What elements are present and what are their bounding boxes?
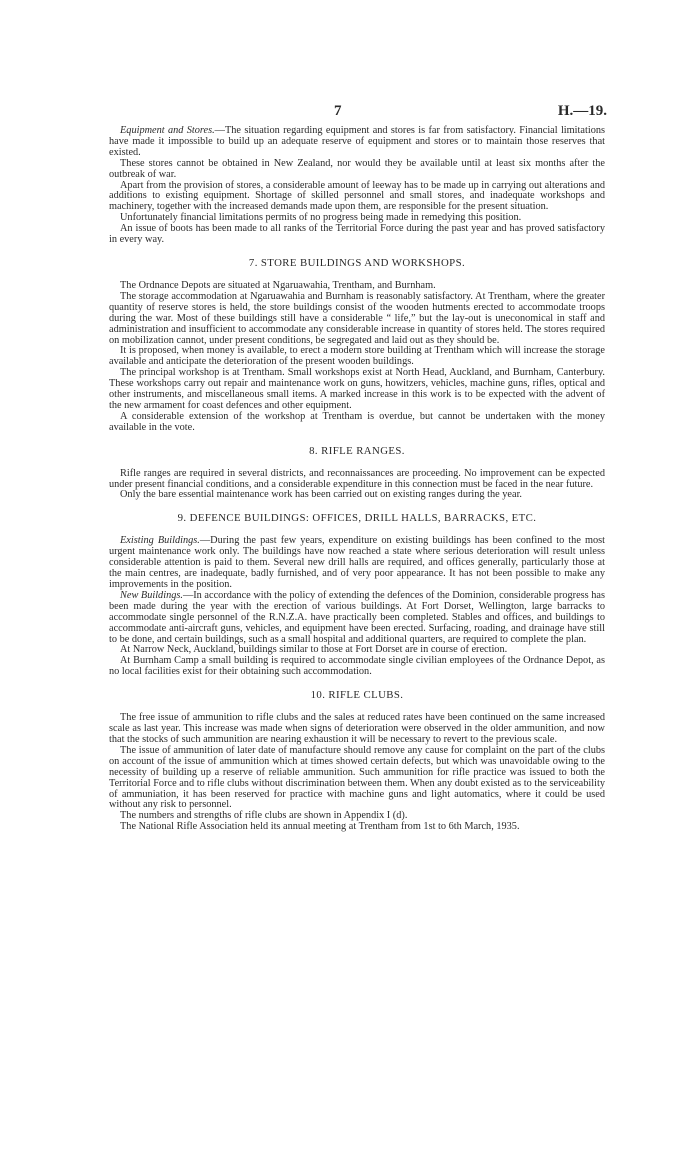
page-header: [109, 104, 605, 126]
paragraph-text: Only the bare essential maintenance work has been carried out on existing ranges during the year.: [120, 489, 523, 501]
paragraph: [109, 368, 605, 412]
paragraph: [109, 656, 605, 678]
section: [109, 126, 605, 246]
section: [109, 690, 605, 833]
section: [109, 513, 605, 678]
paragraph: [109, 181, 605, 214]
paragraph-text: The Ordnance Depots are situated at Ngaruawahia, Trentham, and Burnham.: [120, 279, 436, 291]
paragraph-text: —In accordance with the policy of extending the defences of the Dominion, considerable progress has been made during the year with the erection of various buildings. At Fort Dorset, Wellington, large barracks to accommodate single personnel of the R.N.Z.A. have practically been completed. Stables and offices, and buildings to accommodate anti-aircraft guns, vehicles, and equipment have been erected. Surfacing, roading, and drainage have still to be done, and certain buildings, such as a small hospital and additional quarters, are required to complete the plan.: [109, 589, 605, 645]
paragraph: [109, 536, 605, 591]
paragraph: [109, 591, 605, 646]
paragraph: [109, 292, 605, 347]
paragraph-text: —The situation regarding equipment and stores is far from satisfactory. Financial limitations have made it impossible to build up an adequate reserve of equipment and stores or to maintain those reserves that existed.: [109, 125, 605, 158]
document-id: H.—19.: [557, 103, 607, 119]
section-heading: 8. RIFLE RANGES.: [309, 444, 405, 457]
document-page: [109, 104, 605, 845]
paragraph: [109, 346, 605, 368]
paragraph-text: The numbers and strengths of rifle clubs are shown in Appendix I (d).: [120, 810, 408, 822]
paragraph-text: At Burnham Camp a small building is required to accommodate single civilian employees of the Ordnance Depot, as no local facilities exist for their obtaining such accommodation.: [109, 655, 605, 678]
paragraph-text: At Narrow Neck, Auckland, buildings similar to those at Fort Dorset are in course of erection.: [120, 644, 508, 656]
section-heading: 10. RIFLE CLUBS.: [310, 689, 404, 702]
paragraph-lead: Equipment and Stores.: [120, 125, 215, 136]
paragraph: [109, 822, 605, 833]
paragraph-text: The free issue of ammunition to rifle clubs and the sales at reduced rates have been continued on the same increased scale as last year. This increase was made when signs of deterioration were observed in the older ammunition, and now that the stocks of such ammunition are nearing exhaustion it will be necessary to revert to the previous scale.: [109, 712, 605, 745]
paragraph-text: The National Rifle Association held its annual meeting at Trentham from 1st to 6th March, 1935.: [120, 821, 520, 833]
paragraph-text: The storage accommodation at Ngaruawahia and Burnham is reasonably satisfactory. At Trentham, where the greater quantity of reserve stores is held, the store buildings consist of the wooden hutments erected to accommodate troops during the war. Most of these buildings still have a considerable “ life,” but the lay-out is uneconomical in staff and administration and insufficient to accommodate any considerable increase in quantity of stores held. The stores required on mobilization cannot, under present conditions, be segregated and laid out as they should be.: [109, 290, 605, 346]
paragraph: [109, 469, 605, 491]
paragraph: [109, 126, 605, 159]
paragraph-text: These stores cannot be obtained in New Zealand, nor would they be available until at least six months after the outbreak of war.: [109, 157, 605, 180]
paragraph: [109, 224, 605, 246]
paragraph: [109, 159, 605, 181]
paragraph-text: Unfortunately financial limitations permits of no progress being made in remedying this position.: [120, 212, 522, 224]
section: [109, 446, 605, 502]
paragraph: [109, 412, 605, 434]
paragraph-text: An issue of boots has been made to all ranks of the Territorial Force during the past year and has proved satisfactory in every way.: [109, 223, 605, 246]
paragraph-text: —During the past few years, expenditure on existing buildings has been confined to the most urgent maintenance work only. The buildings have now reached a state where serious deterioration will result unless considerable attention is paid to them. Several new drill halls are required, and offices generally, particularly those at the main centres, are inadequate, badly furnished, and of very poor appearance. It has not been possible to make any improvements in the position.: [109, 535, 605, 590]
paragraph: [109, 490, 605, 501]
paragraph: [109, 713, 605, 746]
paragraph-lead: New Buildings.: [120, 589, 183, 601]
page-number: 7: [334, 103, 342, 119]
paragraph-text: The issue of ammunition of later date of manufacture should remove any cause for complaint on the part of the clubs on account of the issue of ammunition which at times showed certain defects, but which was unavoidable owing to the necessity of building up a reserve of reliable ammunition. Such ammunition for rifle practice was issued to both the Territorial Force and to rifle clubs without discrimination between them. When any doubt existed as to the serviceability of ammuniation, it has been reserved for practice with machine guns and light automatics, where it could be used without any risk to personnel.: [109, 744, 605, 811]
paragraph-text: Apart from the provision of stores, a considerable amount of leeway has to be made up in carrying out alterations and additions to existing equipment. Shortage of skilled personnel and small stores, and inadequate workshops and machinery, together with the increased demands made upon them, are responsible for the present situation.: [109, 179, 605, 213]
paragraph-text: The principal workshop is at Trentham. Small workshops exist at North Head, Auckland, and Burnham, Canterbury. These workshops carry out repair and maintenance work on guns, howitzers, vehicles, machine guns, rifles, optical and other instruments, and miscellaneous small items. A marked increase in this work is to be expected with the advent of the new armament for coast defences and other equipment.: [109, 367, 605, 411]
paragraph-text: A considerable extension of the workshop at Trentham is overdue, but cannot be undertaken with the money available in the vote.: [109, 410, 605, 433]
document-body: [109, 126, 605, 833]
section-heading: 9. DEFENCE BUILDINGS: OFFICES, DRILL HALLS, BARRACKS, ETC.: [177, 512, 537, 525]
paragraph-text: It is proposed, when money is available, to erect a modern store building at Trentham which will increase the storage available and anticipate the deterioration of the present wooden buildings.: [109, 345, 605, 368]
section-heading: 7. STORE BUILDINGS AND WORKSHOPS.: [248, 256, 466, 269]
paragraph: [109, 746, 605, 811]
paragraph-lead: Existing Buildings.: [120, 535, 200, 547]
paragraph-text: Rifle ranges are required in several districts, and reconnaissances are proceeding. No improvement can be expected under present financial conditions, and a considerable expenditure in this connection must be faced in the near future.: [109, 467, 605, 490]
section: [109, 258, 605, 434]
